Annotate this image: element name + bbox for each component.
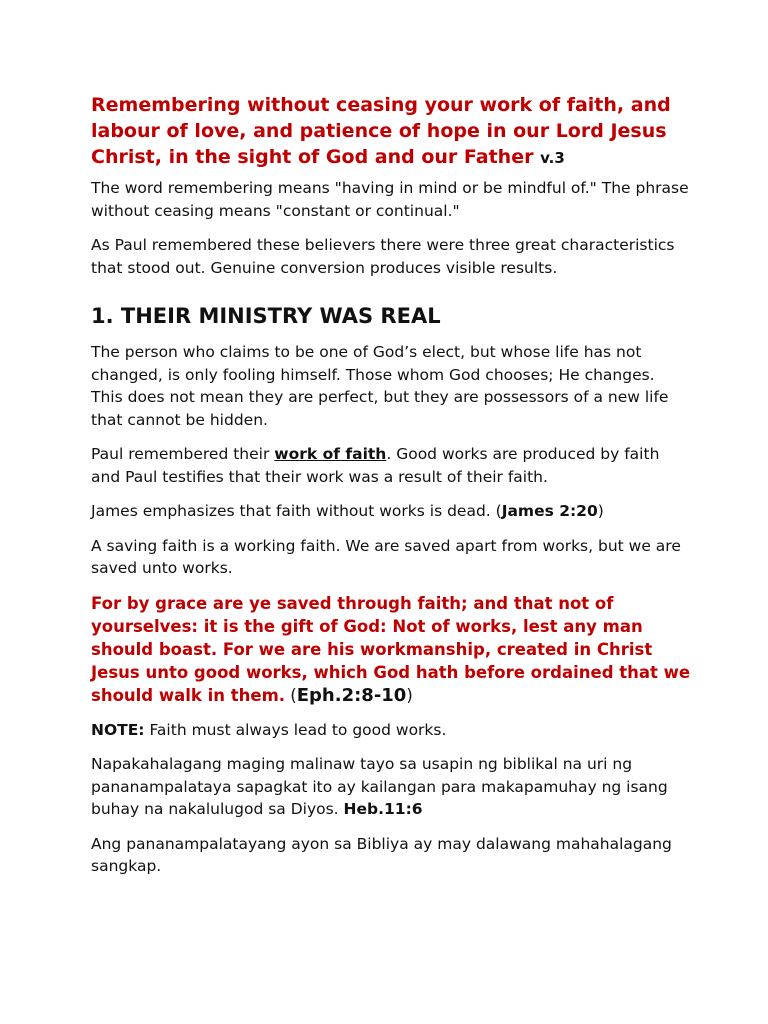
work-of-faith-after: . Good works are produced by faith and Paul testifies that their work was a result of their faith. xyxy=(91,445,660,486)
note-text: Faith must always lead to good works. xyxy=(144,720,447,739)
tagalog-1-ref: Heb.11:6 xyxy=(343,800,423,818)
heading-verse-text: Remembering without ceasing your work of faith, and labour of love, and patience of hope in our Lord Jesus Christ, in the sight of God and our Father xyxy=(91,94,671,168)
section-title: 1. THEIR MINISTRY WAS REAL xyxy=(91,304,441,328)
scripture-quote-ref xyxy=(285,686,413,705)
tagalog-1-text: Napakahalagang maging malinaw tayo sa usapin ng biblikal na uri ng pananampalataya sapagkat ito ay kailangan para makapamuhay ng isang buhay na nakalulugod sa Diyos. xyxy=(91,755,668,818)
paragraph-james xyxy=(91,500,691,523)
scripture-quote-text: For by grace are ye saved through faith; and that not of yourselves: it is the gift of God: Not of works, lest any man should boast. For we are his workmanship, created in Christ Jesus unto good works, which God hath before ordained that we should walk in them. xyxy=(91,593,691,705)
james-ref: James 2:20 xyxy=(501,502,598,520)
james-before: James emphasizes that faith without works is dead. ( xyxy=(91,502,502,520)
scripture-quote xyxy=(91,592,691,707)
intro-paragraph-1: The word remembering means "having in mind or be mindful of." The phrase without ceasing means "constant or continual." xyxy=(91,179,689,220)
intro-paragraph-2: As Paul remembered these believers there were three great characteristics that stood out. Genuine conversion produces visible results. xyxy=(91,236,675,277)
heading-verse-ref: v.3 xyxy=(540,149,565,167)
paragraph-work-of-faith xyxy=(91,443,691,488)
tagalog-paragraph-1 xyxy=(91,753,691,821)
james-after: ) xyxy=(597,502,604,520)
document-page xyxy=(91,92,691,890)
note-label: NOTE: xyxy=(91,720,145,739)
work-of-faith-before: Paul remembered their xyxy=(91,445,275,463)
paragraph-elect: The person who claims to be one of God’s elect, but whose life has not changed, is only fooling himself. Those whom God chooses; He changes. This does not mean they are perfect, but they are possessors of a new life that cannot be hidden. xyxy=(91,343,669,429)
heading-verse xyxy=(91,92,691,171)
note-paragraph xyxy=(91,719,691,742)
tagalog-paragraph-2: Ang pananampalatayang ayon sa Bibliya ay may dalawang mahahalagang sangkap. xyxy=(91,834,672,875)
quote-ref-text: Eph.2:8-10 xyxy=(296,684,407,706)
paragraph-saving-faith: A saving faith is a working faith. We are saved apart from works, but we are saved unto works. xyxy=(91,536,681,577)
quote-close-paren: ) xyxy=(406,685,413,705)
work-of-faith-emphasis: work of faith xyxy=(274,445,387,463)
quote-open-paren: ( xyxy=(285,685,297,705)
